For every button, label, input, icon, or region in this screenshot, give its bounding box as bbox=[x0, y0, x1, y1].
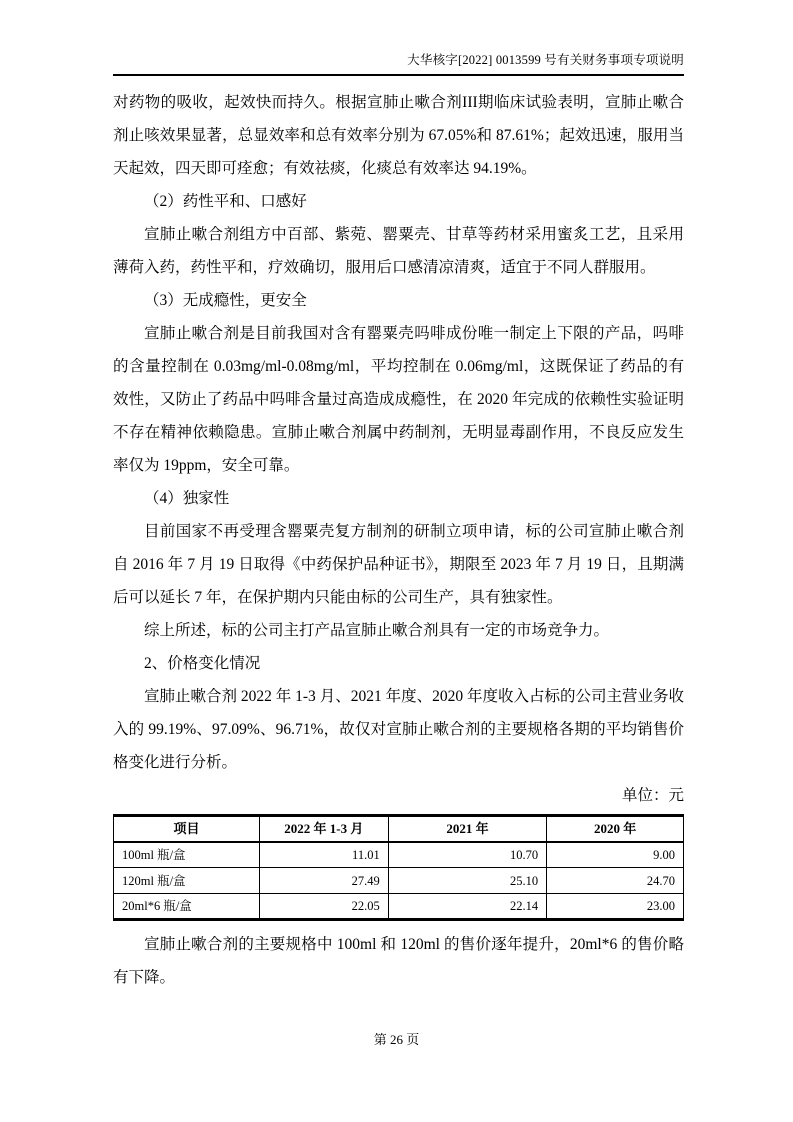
paragraph-safety: 宣肺止嗽合剂是目前我国对含有罂粟壳吗啡成份唯一制定上下限的产品，吗啡的含量控制在 0.03mg/ml-0.08mg/ml，平均控制在 0.06mg/ml，这既保证了药品的有效性，又防止了药品中吗啡含量过高造成成瘾性，在 2020 年完成的依赖性实验证明不存在精神依赖隐患。宣肺止嗽合剂属中药制剂，无明显毒副作用，不良反应发生率仅为 19ppm，安全可靠。 bbox=[113, 325, 684, 474]
paragraph-revenue-share: 宣肺止嗽合剂 2022 年 1-3 月、2021 年度、2020 年度收入占标的公司主营业务收入的 99.19%、97.09%、96.71%，故仅对宣肺止嗽合剂的主要规格各期的平均销售价格变化进行分析。 bbox=[113, 688, 684, 771]
value-cell: 22.05 bbox=[259, 894, 388, 920]
doc-header-note: 大华核字[2022] 0013599 号有关财务事项专项说明 bbox=[407, 53, 684, 67]
item-cell: 120ml 瓶/盒 bbox=[114, 868, 260, 894]
value-cell: 27.49 bbox=[259, 868, 388, 894]
table-header-cell-2021: 2021 年 bbox=[388, 816, 546, 842]
value-cell: 25.10 bbox=[388, 868, 546, 894]
price-table bbox=[113, 814, 684, 921]
table-row bbox=[114, 894, 684, 920]
table-row bbox=[114, 868, 684, 894]
table-header-row bbox=[114, 816, 684, 842]
table-row bbox=[114, 842, 684, 868]
content-column bbox=[113, 0, 684, 994]
heading-item-2: （2）药性平和、口感好 bbox=[144, 193, 307, 210]
table-header-cell-2022: 2022 年 1-3 月 bbox=[259, 816, 388, 842]
doc-header bbox=[113, 52, 684, 76]
table-header-cell-item: 项目 bbox=[114, 816, 260, 842]
unit-label: 单位：元 bbox=[621, 787, 684, 804]
item-cell: 100ml 瓶/盒 bbox=[114, 842, 260, 868]
paragraph-exclusivity: 目前国家不再受理含罂粟壳复方制剂的研制立项申请，标的公司宣肺止嗽合剂自 2016 年 7 月 19 日取得《中药保护品种证书》，期限至 2023 年 7 月 19 日，且期满后可以延长 7 年，在保护期内只能由标的公司生产，具有独家性。 bbox=[113, 523, 684, 606]
heading-price-change: 2、价格变化情况 bbox=[144, 655, 261, 672]
value-cell: 23.00 bbox=[547, 894, 684, 920]
value-cell: 24.70 bbox=[547, 868, 684, 894]
value-cell: 9.00 bbox=[547, 842, 684, 868]
value-cell: 10.70 bbox=[388, 842, 546, 868]
item-cell: 20ml*6 瓶/盒 bbox=[114, 894, 260, 920]
page-number: 第 26 页 bbox=[373, 1032, 420, 1047]
paragraph-taste: 宣肺止嗽合剂组方中百部、紫菀、罂粟壳、甘草等药材采用蜜炙工艺，且采用薄荷入药，药性平和，疗效确切，服用后口感清凉清爽，适宜于不同人群服用。 bbox=[113, 226, 684, 276]
heading-item-4: （4）独家性 bbox=[144, 490, 230, 507]
paragraph-summary: 综上所述，标的公司主打产品宣肺止嗽合剂具有一定的市场竞争力。 bbox=[144, 622, 610, 639]
value-cell: 22.14 bbox=[388, 894, 546, 920]
value-cell: 11.01 bbox=[259, 842, 388, 868]
table-header-cell-2020: 2020 年 bbox=[547, 816, 684, 842]
closing-paragraph: 宣肺止嗽合剂的主要规格中 100ml 和 120ml 的售价逐年提升，20ml*6 的售价略有下降。 bbox=[113, 936, 684, 986]
heading-item-3: （3）无成瘾性，更安全 bbox=[144, 292, 307, 309]
paragraph-continuation: 对药物的吸收，起效快而持久。根据宣肺止嗽合剂III期临床试验表明，宣肺止嗽合剂止咳效果显著，总显效率和总有效率分别为 67.05%和 87.61%；起效迅速，服用当天起效，四天即可痊愈；有效祛痰，化痰总有效率达 94.19%。 bbox=[113, 94, 684, 177]
doc-body bbox=[113, 86, 684, 994]
